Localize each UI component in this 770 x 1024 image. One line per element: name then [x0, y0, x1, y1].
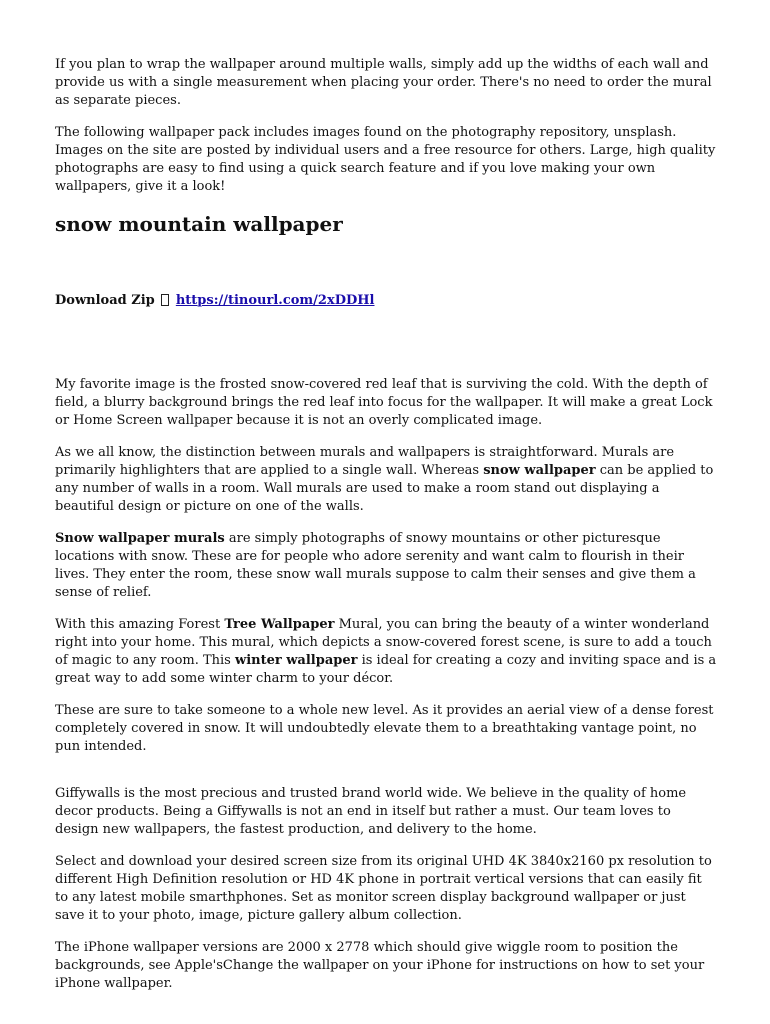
paragraph-snow-murals: Snow wallpaper murals are simply photographs of snowy mountains or other picturesque locations with snow. These are for people who adore serenity and want calm to flourish in their lives. They enter the room, these snow wall murals suppose to calm their senses and give them a sense of relief. [55, 531, 696, 600]
download-line [55, 292, 717, 310]
download-label: Download Zip [55, 293, 155, 308]
paragraph-forest-tree: With this amazing Forest Tree Wallpaper Mural, you can bring the beauty of a winter wonderland right into your home. This mural, which depicts a snow-covered forest scene, is sure to add a touch of magic to any room. This winter wallpaper is ideal for creating a cozy and inviting space and is a great way to add some winter charm to your décor. [55, 617, 717, 686]
paragraph-red-leaf: My favorite image is the frosted snow-covered red leaf that is surviving the cold. With the depth of field, a blurry background brings the red leaf into focus for the wallpaper. It will make a great Lock or Home Screen wallpaper because it is not an overly complicated image. [55, 377, 713, 428]
paragraph-aerial-view: These are sure to take someone to a whole new level. As it provides an aerial view of a dense forest completely covered in snow. It will undoubtedly elevate them to a breathtaking vantage point, no pun intended. [55, 703, 714, 754]
keyword-snow-wallpaper-murals: Snow wallpaper murals [55, 531, 225, 546]
paragraph-unsplash-pack: The following wallpaper pack includes images found on the photography repository, unsplash. Images on the site are posted by individual users and a free resource for others. Large, high quality photographs are easy to find using a quick search feature and if you love making your own wallpapers, give it a look! [55, 125, 716, 194]
paragraph-iphone-versions: The iPhone wallpaper versions are 2000 x 2778 which should give wiggle room to position the backgrounds, see Apple'sChange the wallpaper on your iPhone for instructions on how to set your iPhone wallpaper. [55, 940, 705, 991]
arrow-glyph-icon [161, 294, 169, 306]
paragraph-giffywalls: Giffywalls is the most precious and trusted brand world wide. We believe in the quality of home decor products. Being a Giffywalls is not an end in itself but rather a must. Our team loves to design new wallpapers, the fastest production, and delivery to the home. [55, 786, 687, 837]
paragraph-wrap-walls: If you plan to wrap the wallpaper around multiple walls, simply add up the widths of each wall and provide us with a single measurement when placing your order. There's no need to order the mural as separate pieces. [55, 57, 712, 108]
keyword-winter-wallpaper: winter wallpaper [235, 653, 358, 668]
paragraph-screen-size: Select and download your desired screen size from its original UHD 4K 3840x2160 px resolution to different High Definition resolution or HD 4K phone in portrait vertical versions that can easily fit to any latest mobile smarthphones. Set as monitor screen display background wallpaper or just save it to your photo, image, picture gallery album collection. [55, 854, 712, 923]
page-title: snow mountain wallpaper [55, 212, 343, 236]
keyword-snow-wallpaper: snow wallpaper [483, 463, 596, 478]
document-page [55, 56, 717, 993]
keyword-tree-wallpaper: Tree Wallpaper [224, 617, 335, 632]
paragraph-murals-vs-wallpapers: As we all know, the distinction between murals and wallpapers is straightforward. Murals are primarily highlighters that are applied to a single wall. Whereas snow wallpaper can be applied to any number of walls in a room. Wall murals are used to make a room stand out displaying a beautiful design or picture on one of the walls. [55, 445, 714, 514]
download-link[interactable]: https://tinourl.com/2xDDHl [175, 293, 375, 308]
